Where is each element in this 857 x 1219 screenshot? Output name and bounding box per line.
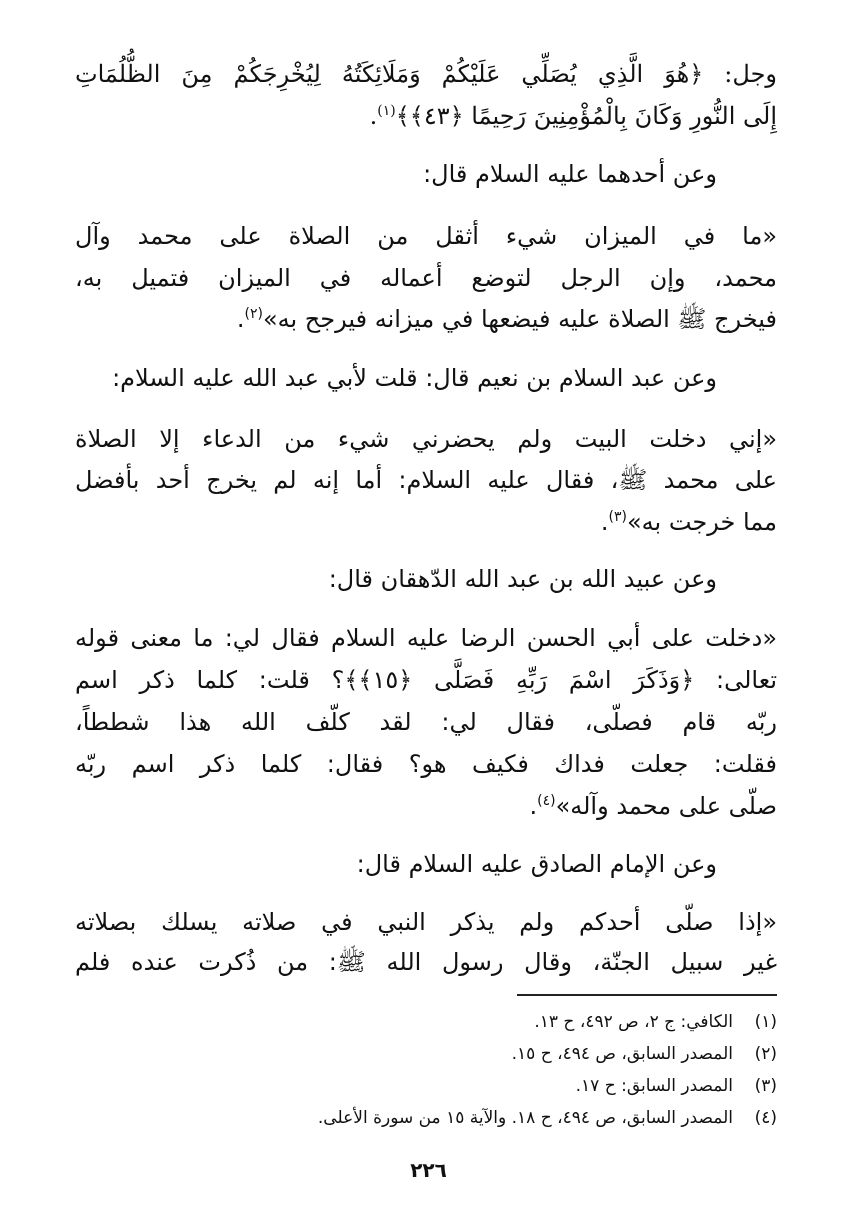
- body-line-8: «إني دخلت البيت ولم يحضرني شيء من الدعاء إلا الصلاة: [75, 425, 777, 453]
- footnote-2: [75, 1042, 777, 1066]
- body-line-14: ربّه قام فصلّى، فقال لي: لقد كلّف الله هذا شططاً،: [75, 708, 777, 736]
- footnote-divider: [517, 994, 777, 996]
- footnote-number: (٣): [754, 1076, 777, 1096]
- body-line-10: مما خرجت به»$^{(٣)}$.: [600, 508, 777, 536]
- body-line-19: غير سبيل الجنّة، وقال رسول الله ﷺ: من ذُكرت عنده فلم: [75, 948, 777, 976]
- footnote-ref-3: (٣): [608, 509, 627, 525]
- footnote-3: [75, 1074, 777, 1098]
- footnote-ref-1: (١): [377, 103, 396, 119]
- footnote-1: [75, 1010, 777, 1034]
- footnote-ref-4: (٤): [537, 793, 556, 809]
- body-line-15: فقلت: جعلت فداك فكيف هو؟ فقال: كلما ذكر اسم ربّه: [75, 750, 777, 778]
- footnote-number: (١): [754, 1012, 777, 1032]
- body-line-6: فيخرج ﷺ الصلاة عليه فيضعها في ميزانه فيرجح به»$^{(٢)}$.: [236, 305, 777, 333]
- body-line-12: «دخلت على أبي الحسن الرضا عليه السلام فقال لي: ما معنى قوله: [75, 624, 777, 652]
- body-line-17: وعن الإمام الصادق عليه السلام قال:: [356, 850, 717, 878]
- body-line-7: وعن عبد السلام بن نعيم قال: قلت لأبي عبد الله عليه السلام:: [112, 364, 717, 392]
- body-line-5: محمد، وإن الرجل لتوضع أعماله في الميزان فتميل به،: [75, 264, 777, 292]
- body-line-13: تعالى: ﴿وَذَكَرَ اسْمَ رَبِّهِ فَصَلَّى ﴿١٥﴾﴾؟ قلت: كلما ذكر اسم: [75, 666, 777, 694]
- body-line-3: وعن أحدهما عليه السلام قال:: [423, 160, 717, 188]
- footnote-number: (٤): [754, 1108, 777, 1128]
- body-line-1: وجل: ﴿هُوَ الَّذِي يُصَلِّي عَلَيْكُمْ وَمَلَائِكَتُهُ لِيُخْرِجَكُمْ مِنَ الظُّلُمَاتِ: [75, 60, 777, 88]
- footnote-text: المصدر السابق، ص ٤٩٤، ح ١٥.: [511, 1044, 733, 1064]
- body-line-4: «ما في الميزان شيء أثقل من الصلاة على محمد وآل: [75, 222, 777, 250]
- footnote-ref-2: (٢): [244, 306, 263, 322]
- body-line-9: على محمد ﷺ، فقال عليه السلام: أما إنه لم يخرج أحد بأفضل: [75, 466, 777, 494]
- footnote-text: المصدر السابق، ص ٤٩٤، ح ١٨. والآية ١٥ من سورة الأعلى.: [317, 1108, 733, 1128]
- body-line-16: صلّى على محمد وآله»$^{(٤)}$.: [529, 792, 777, 820]
- body-line-2: إِلَى النُّورِ وَكَانَ بِالْمُؤْمِنِينَ رَحِيمًا ﴿٤٣﴾﴾$^{(١)}$.: [369, 102, 777, 130]
- body-line-11: وعن عبيد الله بن عبد الله الدّهقان قال:: [328, 565, 717, 593]
- footnote-number: (٢): [754, 1044, 777, 1064]
- body-line-18: «إذا صلّى أحدكم ولم يذكر النبي في صلاته يسلك بصلاته: [75, 908, 777, 936]
- page-number: ٢٢٦: [410, 1158, 447, 1182]
- footnote-text: الكافي: ج ٢، ص ٤٩٢، ح ١٣.: [534, 1012, 733, 1032]
- footnote-text: المصدر السابق: ح ١٧.: [575, 1076, 733, 1096]
- footnote-4: [75, 1106, 777, 1130]
